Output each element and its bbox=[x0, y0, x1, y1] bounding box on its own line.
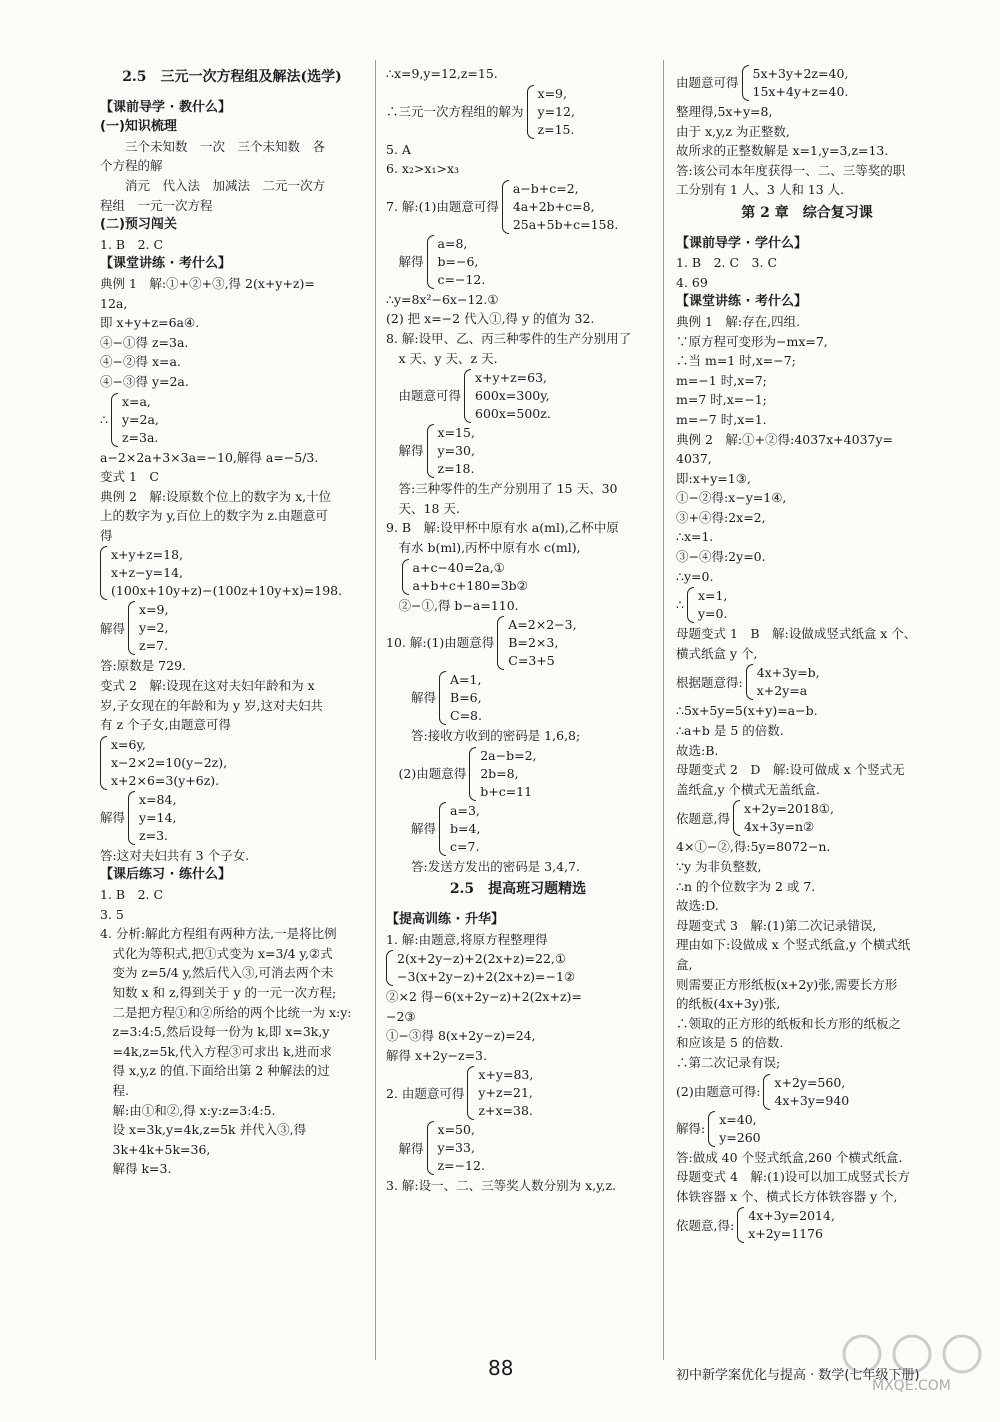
equation-system bbox=[100, 393, 364, 447]
equation-line: 4x+3y=940 bbox=[774, 1092, 850, 1108]
text-line: 程. bbox=[100, 1082, 129, 1098]
brace-icon bbox=[527, 85, 534, 139]
text-line: 工分别有 1 人、3 人和 13 人. bbox=[676, 182, 845, 198]
brace-icon bbox=[427, 1121, 434, 1175]
text-line: ∵y 为非负整数, bbox=[676, 859, 762, 874]
equation-line: x+y+z=63, bbox=[475, 370, 548, 386]
equation-line: y=14, bbox=[139, 809, 177, 825]
text-line: (2) 把 x=−2 代入①,得 y 的值为 32. bbox=[386, 311, 595, 327]
brace-icon bbox=[427, 235, 434, 289]
equation-line: 5x+3y+2z=40, bbox=[752, 66, 849, 81]
equation-line: x+2y=2018①, bbox=[743, 801, 834, 817]
equation-line: 4a+2b+c=8, bbox=[512, 198, 595, 214]
equation-system bbox=[386, 180, 650, 234]
section-title: 第 2 章 综合复习课 bbox=[741, 204, 873, 221]
text-line: ∴a+b 是 5 的倍数. bbox=[676, 723, 784, 739]
equation-line: x+y=83, bbox=[478, 1067, 534, 1083]
equation-system bbox=[386, 424, 650, 478]
text-line: 1. 解:由题意,将原方程整理得 bbox=[386, 931, 548, 947]
equation-line: 25a+5b+c=158. bbox=[512, 216, 619, 232]
column-divider bbox=[663, 60, 664, 1360]
page-number: 88 bbox=[488, 1356, 514, 1380]
column-1 bbox=[100, 64, 364, 1179]
equation-prefix: 根据题意得: bbox=[676, 674, 743, 690]
equation-system bbox=[386, 747, 650, 801]
equation-line: 2(x+2y−z)+2(2x+z)=22,① bbox=[397, 951, 567, 967]
equation-system bbox=[676, 800, 938, 836]
text-line: ∴y=8x²−6x−12.① bbox=[386, 291, 499, 307]
text-line: 得 x,y,z 的值.下面给出第 2 种解法的过 bbox=[100, 1063, 330, 1079]
text-line: x 天、y 天、z 天. bbox=[386, 350, 498, 366]
equation-line: x+2y=560, bbox=[774, 1074, 846, 1090]
text-line: 横式纸盒 y 个, bbox=[676, 645, 758, 661]
equation-line: x+2y=1176 bbox=[748, 1226, 824, 1242]
equation-line: 4x+3y=2014, bbox=[748, 1208, 835, 1224]
text-line: ∴x=9,y=12,z=15. bbox=[386, 66, 498, 81]
equation-system bbox=[676, 664, 938, 700]
brace-icon bbox=[742, 65, 749, 101]
column-3 bbox=[676, 64, 938, 1244]
equation-system bbox=[386, 1066, 650, 1120]
text-line: 程组 一元一次方程 bbox=[100, 197, 213, 213]
equation-prefix: 解得 bbox=[100, 810, 126, 826]
brace-icon bbox=[746, 664, 753, 700]
brace-icon bbox=[128, 791, 135, 845]
text-line: 答:该公司本年度获得一、二、三等奖的职 bbox=[676, 162, 906, 178]
brace-icon bbox=[467, 1066, 474, 1120]
text-line: ③+④得:2x=2, bbox=[676, 509, 766, 525]
equation-prefix: 7. 解:(1)由题意可得 bbox=[386, 198, 499, 214]
brace-icon bbox=[100, 736, 107, 790]
text-line: 答:接收方收到的密码是 1,6,8; bbox=[386, 728, 581, 744]
text-line: 母题变式 4 解:(1)设可以加工成竖式长方 bbox=[676, 1169, 910, 1185]
text-line: 得 bbox=[100, 527, 113, 543]
brace-icon bbox=[427, 424, 434, 478]
equation-line: a=3, bbox=[450, 802, 480, 818]
text-line: ∴5x+5y=5(x+y)=a−b. bbox=[676, 703, 818, 719]
equation-line: (100x+10y+z)−(100z+10y+x)=198. bbox=[111, 583, 343, 599]
equation-line: x=6y, bbox=[111, 736, 146, 752]
text-line: ∴x=1. bbox=[676, 529, 714, 545]
text-line: 答:做成 40 个竖式纸盒,260 个横式纸盒. bbox=[676, 1149, 903, 1165]
equation-prefix: 由题意可得 bbox=[676, 75, 739, 91]
text-line: 理由如下:设做成 x 个竖式纸盒,y 个横式纸 bbox=[676, 937, 911, 953]
equation-line: y=2, bbox=[139, 620, 169, 636]
brace-icon bbox=[763, 1074, 770, 1110]
text-line: 典例 2 解:设原数个位上的数字为 x,十位 bbox=[100, 488, 332, 504]
text-line: m=7 时,x=−1; bbox=[676, 392, 767, 408]
text-line: 答:发送方发出的密码是 3,4,7. bbox=[386, 858, 580, 874]
text-line: 二是把方程①和②所给的两个比统一为 x:y: bbox=[100, 1004, 352, 1020]
equation-line: 600x=500z. bbox=[475, 406, 551, 422]
section-heading: 【课后练习 · 练什么】 bbox=[100, 867, 231, 883]
text-line: 4037, bbox=[676, 451, 712, 467]
text-line: 有水 b(ml),丙杯中原有水 c(ml), bbox=[386, 539, 581, 555]
text-line: 式化为等积式,把①式变为 x=3/4 y,②式 bbox=[100, 945, 333, 961]
text-line: ④−③得 y=2a. bbox=[100, 373, 189, 389]
equation-line: 15x+4y+z=40. bbox=[752, 84, 849, 99]
text-line: ∴n 的个位数字为 2 或 7. bbox=[676, 878, 816, 894]
equation-line: x=15, bbox=[437, 425, 475, 441]
equation-line: C=8. bbox=[450, 708, 482, 724]
text-line: 3k+4k+5k=36, bbox=[100, 1141, 211, 1157]
equation-line: b=−6, bbox=[437, 253, 479, 269]
text-line: 1. B 2. C bbox=[100, 887, 164, 903]
equation-system bbox=[100, 601, 364, 655]
equation-prefix: 解得 bbox=[386, 253, 424, 269]
brace-icon bbox=[111, 393, 118, 447]
text-line: 1. B 2. C bbox=[100, 236, 164, 252]
equation-system bbox=[676, 1111, 938, 1147]
text-line: 解:由①和②,得 x:y:z=3:4:5. bbox=[100, 1102, 276, 1118]
brace-icon bbox=[733, 800, 740, 836]
equation-line: y=33, bbox=[437, 1140, 475, 1156]
text-line: 个方程的解 bbox=[100, 158, 163, 174]
text-line: m=−7 时,x=1. bbox=[676, 411, 767, 427]
text-line: 变为 z=5/4 y,然后代入③,可消去两个未 bbox=[100, 965, 334, 981]
text-line: 4. 分析:解此方程组有两种方法,一是将比例 bbox=[100, 926, 337, 942]
equation-line: x=50, bbox=[437, 1122, 475, 1138]
column-divider bbox=[375, 60, 376, 1360]
equation-system bbox=[676, 65, 938, 101]
equation-line: y=30, bbox=[437, 443, 475, 459]
text-line: 典例 2 解:①+②得:4037x+4037y= bbox=[676, 431, 894, 447]
text-line: ①−③得 8(x+2y−z)=24, bbox=[386, 1028, 536, 1044]
equation-system bbox=[100, 791, 364, 845]
section-heading: 【课堂讲练 · 考什么】 bbox=[676, 294, 807, 310]
equation-prefix: 解得 bbox=[386, 690, 437, 706]
text-line: ∵原方程可变形为−mx=7, bbox=[676, 333, 828, 349]
equation-prefix: ∴ bbox=[676, 597, 684, 613]
text-line: 天、18 天. bbox=[386, 500, 460, 516]
text-line: 12a, bbox=[100, 295, 128, 311]
text-line: 消元 代入法 加减法 二元一次方 bbox=[100, 177, 326, 193]
text-line: 典例 1 解:存在,四组. bbox=[676, 313, 801, 329]
equation-line: z=15. bbox=[537, 121, 575, 137]
equation-line: c=−12. bbox=[437, 271, 486, 287]
equation-prefix: (2)由题意可得: bbox=[676, 1083, 761, 1099]
equation-system bbox=[386, 1121, 650, 1175]
brace-icon bbox=[439, 671, 446, 725]
footer-book-title: 初中新学案优化与提高 · 数学(七年级下册) bbox=[676, 1368, 920, 1383]
section-heading: 【课前导学 · 教什么】 bbox=[100, 99, 231, 115]
text-line: =4k,z=5k,代入方程③可求出 k,进而求 bbox=[100, 1043, 333, 1059]
equation-system bbox=[386, 369, 650, 423]
text-line: 故选:B. bbox=[676, 742, 719, 758]
text-line: 4. 69 bbox=[676, 274, 708, 290]
text-line: 岁,子女现在的年龄和为 y 岁,这对夫妇共 bbox=[100, 697, 323, 713]
equation-line: A=2×2−3, bbox=[508, 617, 577, 633]
equation-prefix: 依题意,得: bbox=[676, 1217, 735, 1233]
equation-prefix: 解得: bbox=[676, 1120, 706, 1136]
equation-line: b+c=11 bbox=[480, 783, 533, 799]
text-line: ②−①,得 b−a=110. bbox=[386, 597, 519, 613]
brace-icon bbox=[464, 369, 471, 423]
equation-line: a=8, bbox=[437, 235, 468, 251]
equation-system bbox=[676, 1074, 938, 1110]
text-line: 知数 x 和 z,得到关于 y 的一元一次方程; bbox=[100, 985, 337, 1000]
text-line: 整理得,5x+y=8, bbox=[676, 104, 773, 119]
text-line: 即 x+y+z=6a④. bbox=[100, 315, 200, 331]
text-line: m=−1 时,x=7; bbox=[676, 372, 767, 388]
equation-system bbox=[386, 950, 650, 986]
text-line: 设 x=3k,y=4k,z=5k 并代入③,得 bbox=[100, 1122, 307, 1138]
brace-icon bbox=[402, 559, 409, 595]
equation-system bbox=[676, 1207, 938, 1243]
text-line: 解得 k=3. bbox=[100, 1161, 172, 1177]
section-title: 2.5 提高班习题精选 bbox=[449, 881, 587, 898]
section-heading: 【课堂讲练 · 考什么】 bbox=[100, 256, 231, 272]
text-line: 母题变式 2 D 解:设可做成 x 个竖式无 bbox=[676, 762, 905, 778]
equation-line: B=6, bbox=[450, 690, 482, 706]
equation-line: x=a, bbox=[121, 393, 151, 409]
text-line: 和应该是 5 的倍数. bbox=[676, 1035, 784, 1051]
equation-line: 2a−b=2, bbox=[480, 747, 537, 763]
text-line: 答:这对夫妇共有 3 个子女. bbox=[100, 847, 250, 863]
equation-prefix: 依题意,得 bbox=[676, 810, 730, 826]
text-line: 上的数字为 y,百位上的数字为 z.由题意可 bbox=[100, 508, 328, 524]
equation-line: x=84, bbox=[139, 791, 177, 807]
equation-prefix: 解得 bbox=[386, 443, 424, 459]
equation-line: y=0. bbox=[697, 606, 728, 622]
equation-system bbox=[100, 546, 364, 600]
text-line: 体铁容器 x 个、横式长方体铁容器 y 个, bbox=[676, 1188, 898, 1204]
equation-line: z+x=38. bbox=[478, 1103, 533, 1119]
equation-system bbox=[676, 587, 938, 623]
text-line: 母题变式 3 解:(1)第二次记录错误, bbox=[676, 917, 877, 933]
equation-line: x+2×6=3(y+6z). bbox=[111, 772, 220, 788]
section-heading: 【提高训练 · 升华】 bbox=[386, 911, 504, 927]
equation-prefix: 2. 由题意可得 bbox=[386, 1085, 465, 1101]
equation-line: A=1, bbox=[450, 672, 482, 688]
section-title: 2.5 三元一次方程组及解法(选学) bbox=[122, 69, 342, 85]
text-line: ③−④得:2y=0. bbox=[676, 549, 766, 565]
text-line: 6. x₂>x₁>x₃ bbox=[386, 161, 460, 177]
brace-icon bbox=[128, 601, 135, 655]
text-line: 变式 1 C bbox=[100, 469, 159, 485]
equation-line: y=2a, bbox=[121, 411, 159, 427]
text-line: 9. B 解:设甲杯中原有水 a(ml),乙杯中原 bbox=[386, 520, 619, 536]
equation-prefix: ∴ bbox=[100, 411, 108, 427]
text-line: ①−②得:x−y=1④, bbox=[676, 490, 787, 506]
text-line: 故选:D. bbox=[676, 898, 719, 914]
brace-icon bbox=[497, 616, 504, 670]
brace-icon bbox=[386, 950, 393, 986]
text-line: 3. 解:设一、二、三等奖人数分别为 x,y,z. bbox=[386, 1178, 617, 1194]
text-line: 4×①−②,得:5y=8072−n. bbox=[676, 839, 831, 855]
brace-icon bbox=[439, 802, 446, 856]
equation-line: a+b+c+180=3b② bbox=[412, 577, 528, 593]
equation-line: y=260 bbox=[719, 1129, 761, 1145]
equation-line: a+c−40=2a,① bbox=[412, 559, 505, 575]
text-line: 典例 1 解:①+②+③,得 2(x+y+z)= bbox=[100, 275, 315, 291]
equation-prefix: 解得 bbox=[386, 820, 437, 836]
text-line: 三个未知数 一次 三个未知数 各 bbox=[100, 138, 326, 154]
text-line: 则需要正方形纸板(x+2y)张,需要长方形 bbox=[676, 976, 898, 992]
equation-prefix: 解得 bbox=[386, 1140, 424, 1156]
text-line: 盖纸盒,y 个横式无盖纸盒. bbox=[676, 781, 820, 797]
equation-system bbox=[386, 671, 650, 725]
text-line: ∴第二次记录有误; bbox=[676, 1054, 781, 1070]
equation-line: x=9, bbox=[139, 602, 169, 618]
equation-line: a−b+c=2, bbox=[512, 180, 579, 196]
watermark-text: MXQE.COM bbox=[872, 1378, 951, 1394]
equation-line: x=1, bbox=[697, 588, 728, 604]
equation-prefix: 10. 解:(1)由题意得 bbox=[386, 635, 495, 651]
column-2 bbox=[386, 64, 650, 1196]
text-line: 故所求的正整数解是 x=1,y=3,z=13. bbox=[676, 143, 889, 159]
text-line: 答:三种零件的生产分别用了 15 天、30 bbox=[386, 481, 618, 497]
text-line: ④−①得 z=3a. bbox=[100, 334, 189, 350]
equation-line: x+2y=a bbox=[756, 683, 808, 699]
text-line: ∴领取的正方形的纸板和长方形的纸板之 bbox=[676, 1015, 902, 1031]
brace-icon bbox=[100, 546, 107, 600]
equation-prefix: 解得 bbox=[100, 620, 126, 636]
text-line: −2③ bbox=[386, 1008, 416, 1024]
equation-prefix: ∴三元一次方程组的解为 bbox=[386, 103, 524, 119]
text-line: 3. 5 bbox=[100, 906, 124, 922]
equation-line: y=12, bbox=[537, 103, 575, 119]
text-line: 解得 x+2y−z=3. bbox=[386, 1047, 487, 1063]
equation-line: y+z=21, bbox=[478, 1085, 533, 1101]
section-heading: (一)知识梳理 bbox=[100, 119, 177, 135]
text-line: z=3:4:5,然后设每一份为 k,即 x=3k,y bbox=[100, 1024, 330, 1040]
equation-system bbox=[386, 616, 650, 670]
equation-line: 4x+3y=b, bbox=[756, 665, 820, 681]
equation-line: 4x+3y=n② bbox=[743, 819, 815, 835]
equation-line: x=40, bbox=[719, 1111, 757, 1127]
equation-line: b=4, bbox=[450, 820, 481, 836]
text-line: 1. B 2. C 3. C bbox=[676, 255, 778, 271]
text-line: 答:原数是 729. bbox=[100, 658, 187, 674]
equation-prefix bbox=[386, 567, 399, 587]
equation-line: x+z−y=14, bbox=[111, 565, 183, 581]
brace-icon bbox=[502, 180, 509, 234]
text-line: 即:x+y=1③, bbox=[676, 470, 751, 486]
equation-line: z=−12. bbox=[437, 1158, 485, 1174]
brace-icon bbox=[708, 1111, 715, 1147]
text-line: a−2×2a+3×3a=−10,解得 a=−5/3. bbox=[100, 449, 319, 465]
equation-line: x=9, bbox=[537, 85, 567, 101]
text-line: 变式 2 解:设现在这对夫妇年龄和为 x bbox=[100, 678, 315, 694]
equation-system bbox=[100, 736, 364, 790]
text-line: ∴当 m=1 时,x=−7; bbox=[676, 353, 796, 369]
equation-system bbox=[386, 559, 650, 595]
equation-line: 2b=8, bbox=[480, 765, 519, 781]
equation-line: z=7. bbox=[139, 638, 169, 654]
text-line: ④−②得 x=a. bbox=[100, 354, 181, 370]
text-line: 盒, bbox=[676, 956, 693, 972]
equation-line: c=7. bbox=[450, 838, 480, 854]
equation-prefix: (2)由题意得 bbox=[386, 765, 467, 781]
equation-system bbox=[386, 235, 650, 289]
text-line: ②×2 得−6(x+2y−z)+2(2x+z)= bbox=[386, 989, 582, 1005]
equation-system bbox=[386, 802, 650, 856]
section-heading: (二)预习闯关 bbox=[100, 217, 177, 233]
text-line: 的纸板(4x+3y)张, bbox=[676, 996, 781, 1012]
equation-line: 600x=300y, bbox=[475, 388, 550, 404]
equation-line: z=3a. bbox=[121, 429, 159, 445]
text-line: 由于 x,y,z 为正整数, bbox=[676, 123, 790, 139]
equation-line: −3(x+2y−z)+2(2x+z)=−1② bbox=[397, 969, 576, 985]
text-line: ∴y=0. bbox=[676, 568, 714, 584]
equation-line: z=3. bbox=[139, 827, 169, 843]
equation-line: x+y+z=18, bbox=[111, 547, 183, 563]
text-line: 母题变式 1 B 解:设做成竖式纸盒 x 个、 bbox=[676, 626, 917, 642]
text-line: 5. A bbox=[386, 141, 411, 157]
equation-prefix: 由题意可得 bbox=[386, 388, 462, 404]
equation-line: C=3+5 bbox=[508, 653, 555, 669]
section-heading: 【课前导学 · 学什么】 bbox=[676, 235, 807, 251]
equation-system bbox=[386, 85, 650, 139]
text-line: 8. 解:设甲、乙、丙三种零件的生产分别用了 bbox=[386, 330, 632, 346]
equation-line: x−2×2=10(y−2z), bbox=[111, 754, 228, 770]
equation-line: B=2×3, bbox=[508, 635, 559, 651]
brace-icon bbox=[687, 587, 694, 623]
brace-icon bbox=[469, 747, 476, 801]
equation-line: z=18. bbox=[437, 461, 475, 477]
brace-icon bbox=[737, 1207, 744, 1243]
text-line: 有 z 个子女,由题意可得 bbox=[100, 717, 232, 733]
